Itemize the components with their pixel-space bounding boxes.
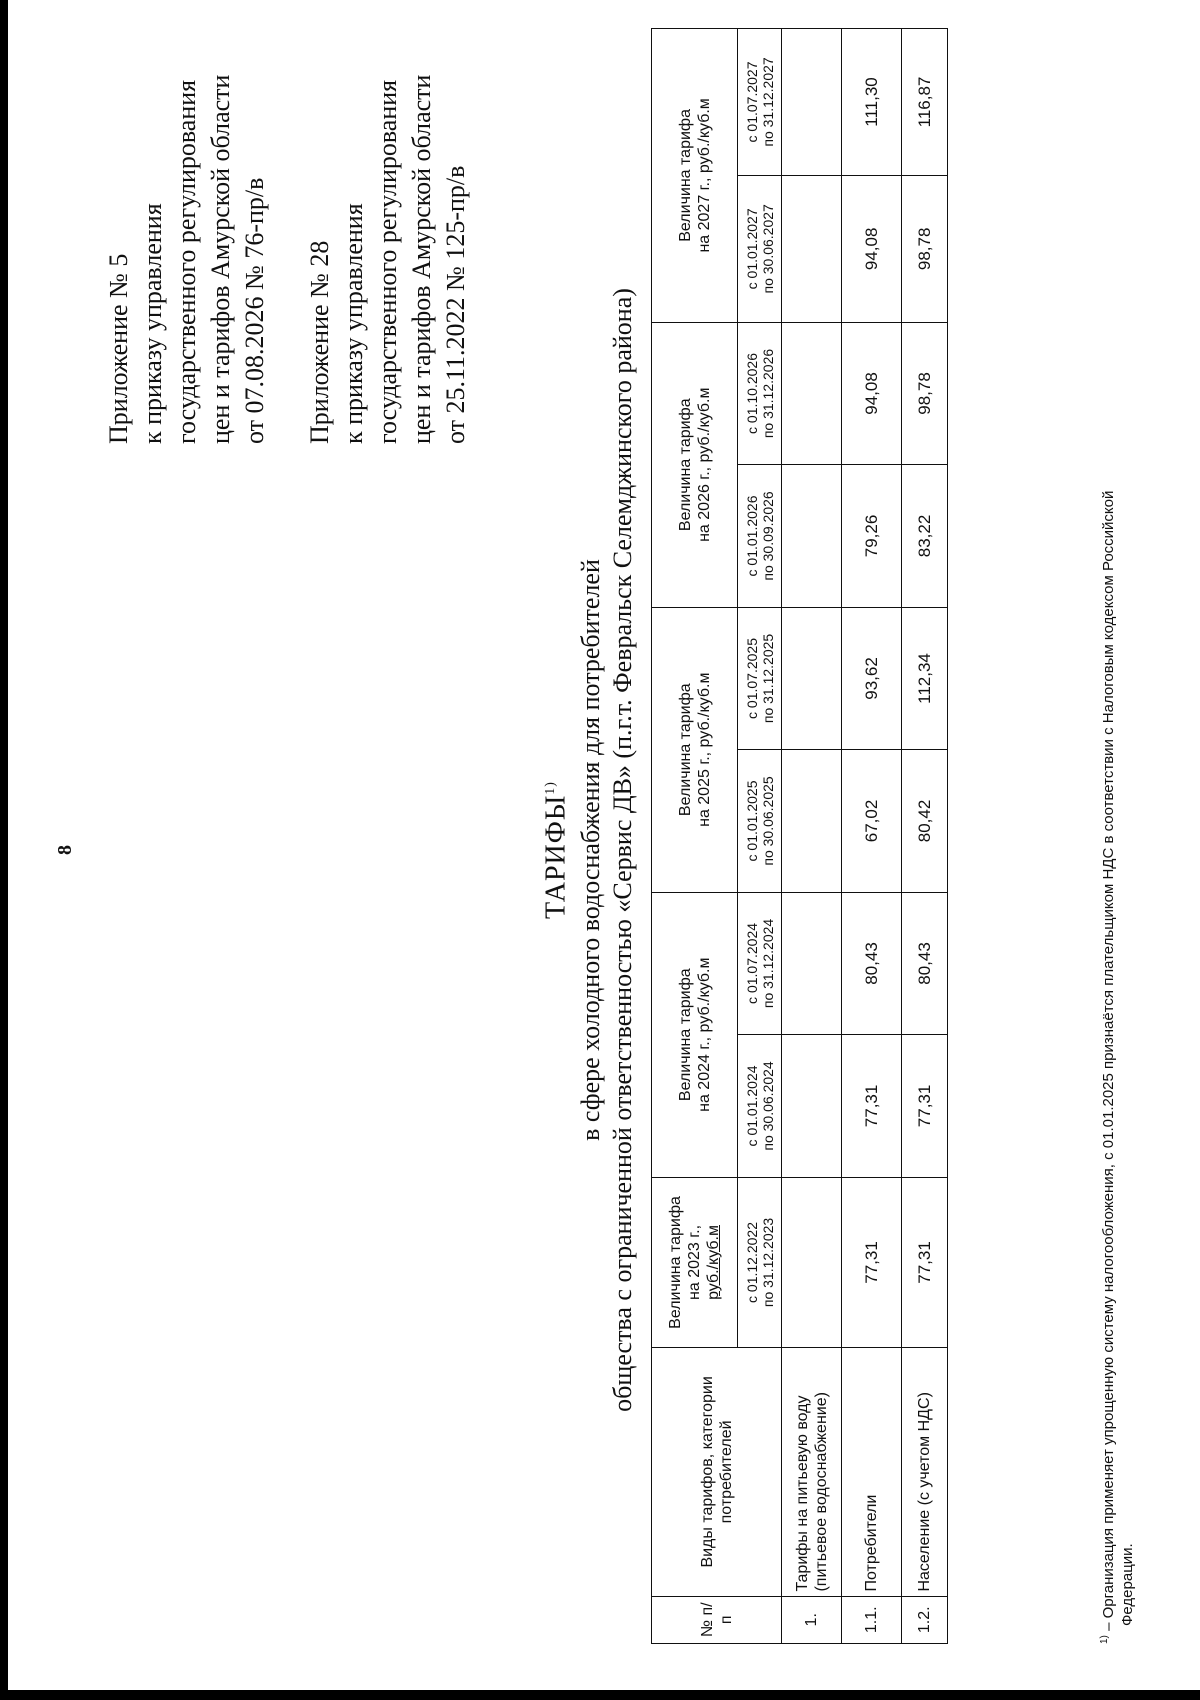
table-row bbox=[782, 29, 842, 1644]
tariff-value: 77,31 bbox=[902, 1035, 948, 1177]
title-footnote-marker: 1) bbox=[543, 781, 558, 795]
period-from: с 01.07.2024 bbox=[743, 922, 760, 1004]
row-label: Потребители bbox=[842, 1348, 902, 1596]
period-from: с 01.12.2022 bbox=[743, 1221, 760, 1303]
header-label-line: на 2023 г., bbox=[686, 1224, 703, 1300]
table-header-row bbox=[652, 29, 738, 1644]
appendix-original-header bbox=[303, 75, 473, 444]
tariff-value: 79,26 bbox=[842, 465, 902, 607]
period-2025-h2 bbox=[738, 607, 782, 750]
tariff-value: 77,31 bbox=[842, 1177, 902, 1348]
header-label-line: на 2024 г., руб./куб.м bbox=[695, 957, 713, 1112]
footnote bbox=[1095, 28, 1137, 1644]
header-tariff-2025 bbox=[652, 607, 738, 892]
appendix-line: от 25.11.2022 № 125-пр/в bbox=[441, 165, 470, 444]
header-label-line: Величина тарифа bbox=[676, 109, 694, 242]
period-2027-h1 bbox=[738, 175, 782, 322]
tariff-value bbox=[782, 892, 842, 1035]
tariff-value bbox=[782, 607, 842, 750]
header-label-line: на 2026 г., руб./куб.м bbox=[695, 387, 713, 542]
period-to: по 30.06.2024 bbox=[759, 1061, 776, 1151]
tariff-value: 93,62 bbox=[842, 607, 902, 750]
row-number: 1.2. bbox=[902, 1596, 948, 1643]
header-tariff-2026 bbox=[652, 322, 738, 607]
tariff-value bbox=[782, 1177, 842, 1348]
period-to: по 30.06.2025 bbox=[759, 776, 776, 866]
title-text: ТАРИФЫ bbox=[540, 794, 572, 919]
tariff-value: 94,08 bbox=[842, 322, 902, 465]
appendix-line: цен и тарифов Амурской области bbox=[206, 74, 235, 444]
period-from: с 01.01.2025 bbox=[743, 780, 760, 862]
title-subtitle-1: в сфере холодного водоснабжения для потребителей bbox=[576, 559, 606, 1141]
tariff-value: 94,08 bbox=[842, 175, 902, 322]
period-from: с 01.01.2026 bbox=[743, 495, 760, 577]
period-2025-h1 bbox=[738, 750, 782, 892]
period-from: с 01.01.2024 bbox=[743, 1065, 760, 1147]
period-2027-h2 bbox=[738, 29, 782, 176]
tariff-value bbox=[782, 1035, 842, 1177]
period-to: по 31.12.2024 bbox=[759, 918, 776, 1009]
table-row bbox=[902, 29, 948, 1644]
document-title bbox=[532, 0, 575, 1700]
period-from: с 01.07.2027 bbox=[743, 61, 760, 143]
table-row bbox=[842, 29, 902, 1644]
appendix-line: Приложение № 5 bbox=[104, 253, 133, 444]
header-label-line: на 2027 г., руб./куб.м bbox=[695, 98, 713, 253]
period-2026-p1 bbox=[738, 465, 782, 607]
appendix-line: государственного регулирования bbox=[373, 79, 402, 444]
period-from: с 01.01.2027 bbox=[743, 208, 760, 290]
header-tariff-2024 bbox=[652, 892, 738, 1177]
tariffs-table bbox=[651, 28, 948, 1644]
period-to: по 31.12.2025 bbox=[759, 633, 776, 724]
appendix-line: к приказу управления bbox=[339, 203, 368, 444]
period-to: по 31.12.2026 bbox=[759, 348, 776, 439]
tariff-value: 80,43 bbox=[842, 892, 902, 1035]
period-from: с 01.10.2026 bbox=[743, 353, 760, 434]
period-2024-h1 bbox=[738, 1035, 782, 1177]
period-to: по 31.12.2023 bbox=[759, 1217, 776, 1308]
footnote-text: – Организация применяет упрощенную систему налогообложения, с 01.01.2025 признаётся плательщиком НДС в соответствии с Налоговым кодексом Российской bbox=[1100, 490, 1117, 1636]
row-label: Тарифы на питьевую воду (питьевое водоснабжение) bbox=[782, 1348, 842, 1596]
header-tariff-type: Виды тарифов, категории потребителей bbox=[652, 1348, 782, 1596]
tariff-value bbox=[782, 175, 842, 322]
row-number: 1.1. bbox=[842, 1596, 902, 1643]
row-number: 1. bbox=[782, 1596, 842, 1643]
header-label-line: Величина тарифа bbox=[676, 398, 694, 532]
tariff-value: 80,42 bbox=[902, 750, 948, 892]
header-label-line: Величина тарифа bbox=[676, 683, 694, 817]
header-tariff-2027 bbox=[652, 29, 738, 323]
row-label: Население (с учетом НДС) bbox=[902, 1348, 948, 1596]
tariff-value: 112,34 bbox=[902, 607, 948, 750]
header-label-line: Величина тарифа bbox=[676, 968, 694, 1102]
period-from: с 01.07.2025 bbox=[743, 637, 760, 719]
tariff-value bbox=[782, 750, 842, 892]
page-number: 8 bbox=[54, 845, 76, 855]
appendix-line: государственного регулирования bbox=[172, 79, 201, 444]
appendix-current-header bbox=[102, 75, 272, 444]
appendix-line: цен и тарифов Амурской области bbox=[407, 74, 436, 444]
tariff-value: 98,78 bbox=[902, 175, 948, 322]
tariff-value: 67,02 bbox=[842, 750, 902, 892]
title-subtitle-2: общества с ограниченной ответственностью «Сервис ДВ» (п.г.т. Февральск Селемджинского района) bbox=[608, 288, 638, 1412]
tariff-value: 116,87 bbox=[902, 29, 948, 176]
appendix-line: от 07.08.2026 № 76-пр/в bbox=[240, 177, 269, 444]
tariff-value: 77,31 bbox=[902, 1177, 948, 1348]
tariff-value: 111,30 bbox=[842, 29, 902, 176]
period-2026-p2 bbox=[738, 322, 782, 465]
tariff-value bbox=[782, 29, 842, 176]
header-label-line: на 2025 г., руб./куб.м bbox=[695, 672, 713, 827]
footnote-line bbox=[1095, 28, 1118, 1644]
period-2023 bbox=[738, 1177, 782, 1348]
period-to: по 30.09.2026 bbox=[759, 491, 776, 581]
appendix-line: к приказу управления bbox=[138, 203, 167, 444]
period-to: по 31.12.2027 bbox=[759, 57, 776, 147]
header-number: № п/п bbox=[652, 1596, 782, 1643]
header-unit: руб./куб.м bbox=[705, 1225, 722, 1300]
tariff-value: 80,43 bbox=[902, 892, 948, 1035]
footnote-marker: 1) bbox=[1099, 1635, 1110, 1644]
header-tariff-2023 bbox=[652, 1177, 738, 1348]
tariff-value: 98,78 bbox=[902, 322, 948, 465]
tariff-value bbox=[782, 322, 842, 465]
period-2024-h2 bbox=[738, 892, 782, 1035]
tariff-value bbox=[782, 465, 842, 607]
tariff-value: 83,22 bbox=[902, 465, 948, 607]
tariff-value: 77,31 bbox=[842, 1035, 902, 1177]
document-title-block bbox=[532, 0, 639, 1700]
period-to: по 30.06.2027 bbox=[759, 204, 776, 294]
footnote-line-continuation: Федерации. bbox=[1119, 1543, 1136, 1626]
header-label-line: Величина тарифа bbox=[667, 1196, 684, 1329]
appendix-line: Приложение № 28 bbox=[305, 240, 334, 444]
